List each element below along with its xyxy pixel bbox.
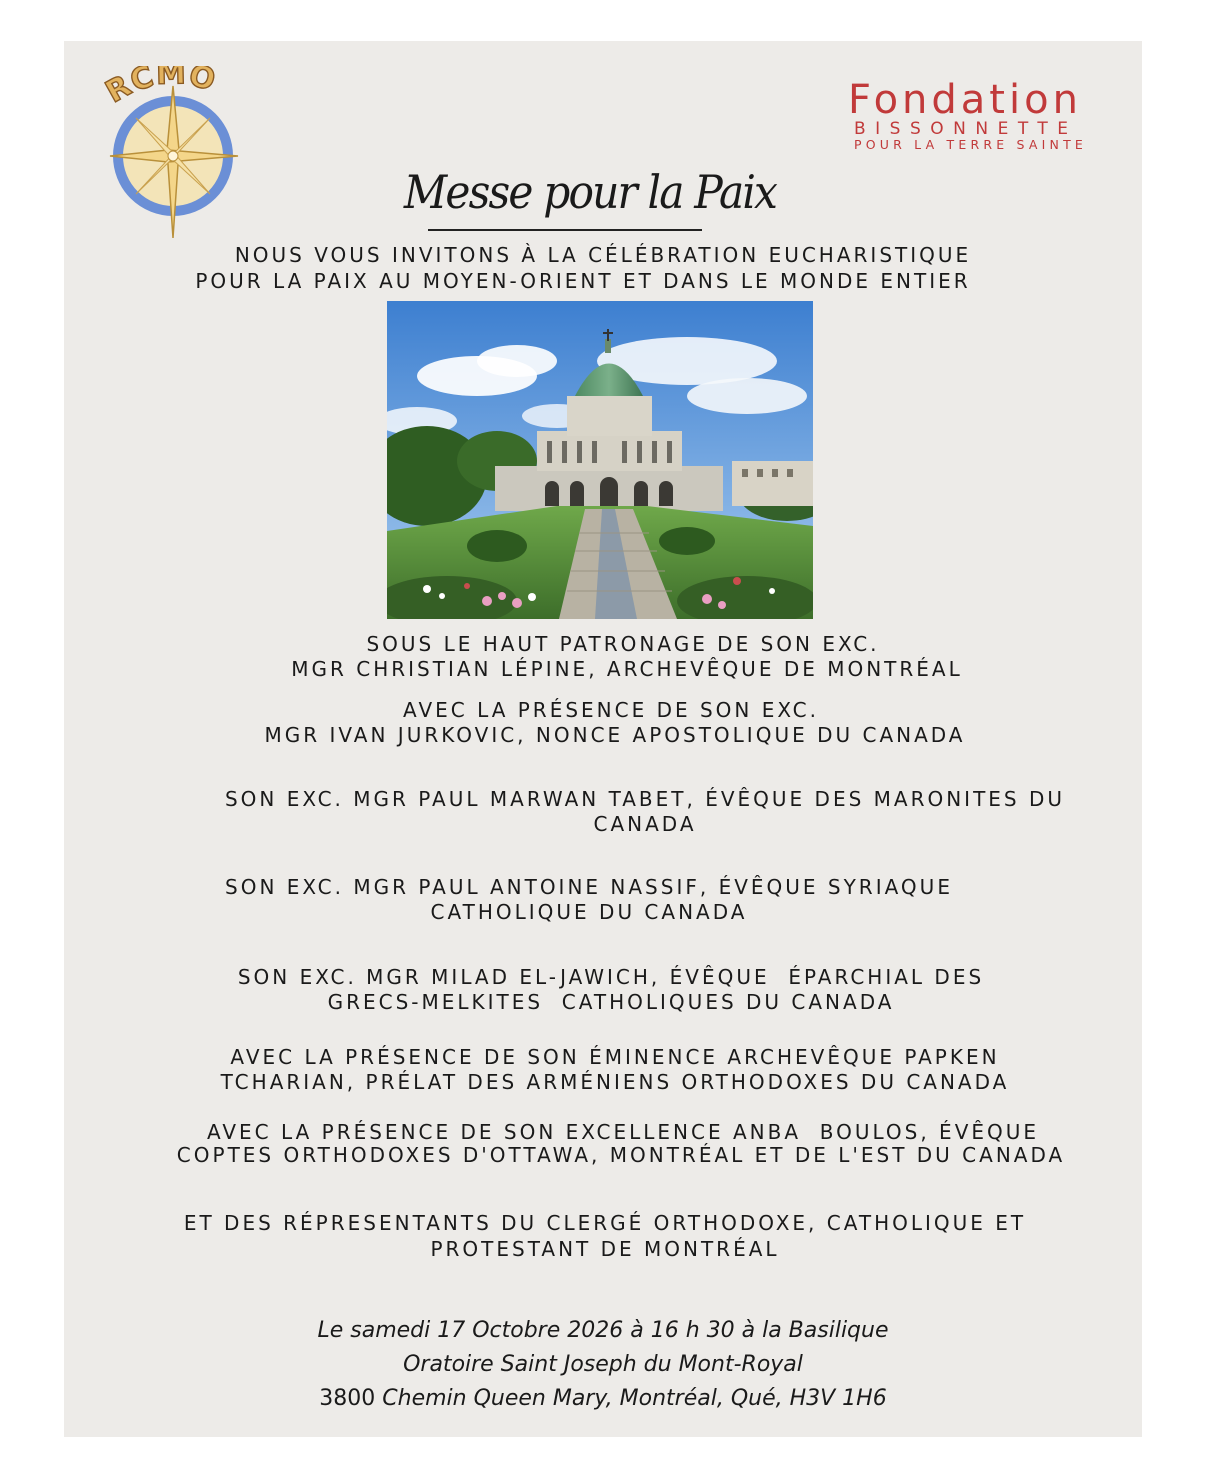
melkite-line-1: SON EXC. MGR MILAD EL-JAWICH, ÉVÊQUE ÉPARCHIAL DES bbox=[237, 965, 985, 989]
clergy-line-2: PROTESTANT DE MONTRÉAL bbox=[430, 1237, 780, 1261]
rcmo-logo-text: RCMO bbox=[99, 66, 221, 111]
melkite-line-2: GRECS-MELKITES CATHOLIQUES DU CANADA bbox=[327, 990, 895, 1014]
patronage-line-2: MGR CHRISTIAN LÉPINE, ARCHEVÊQUE DE MONTRÉAL bbox=[291, 657, 963, 681]
event-address-line bbox=[64, 1382, 1142, 1416]
armenian-line-1: AVEC LA PRÉSENCE DE SON ÉMINENCE ARCHEVÊQUE PAPKEN bbox=[230, 1045, 1000, 1069]
address-number: 3800 bbox=[319, 1386, 376, 1411]
title-underline bbox=[428, 229, 702, 231]
syriac-line-2: CATHOLIQUE DU CANADA bbox=[430, 900, 748, 924]
page-title: Messe pour la Paix bbox=[403, 165, 777, 219]
invitation-line-1: NOUS VOUS INVITONS À LA CÉLÉBRATION EUCHARISTIQUE bbox=[234, 243, 972, 267]
rcmo-logo bbox=[98, 66, 248, 241]
syriac-line-1: SON EXC. MGR PAUL ANTOINE NASSIF, ÉVÊQUE SYRIAQUE bbox=[225, 875, 953, 899]
coptic-line-2: COPTES ORTHODOXES D'OTTAWA, MONTRÉAL ET DE L'EST DU CANADA bbox=[176, 1143, 1066, 1167]
armenian-line-2: TCHARIAN, PRÉLAT DES ARMÉNIENS ORTHODOXES DU CANADA bbox=[220, 1070, 1010, 1094]
fondation-logo-line3: POUR LA TERRE SAINTE bbox=[854, 137, 1088, 152]
fondation-logo-line1: Fondation bbox=[848, 77, 1082, 123]
nonce-line-1: AVEC LA PRÉSENCE DE SON EXC. bbox=[403, 698, 819, 722]
fondation-logo-line2: BISSONNETTE bbox=[854, 119, 1078, 139]
event-details bbox=[64, 1314, 1142, 1416]
coptic-line-1: AVEC LA PRÉSENCE DE SON EXCELLENCE ANBA BOULOS, ÉVÊQUE bbox=[206, 1120, 1040, 1144]
patronage-line-1: SOUS LE HAUT PATRONAGE DE SON EXC. bbox=[366, 632, 880, 656]
basilica-photo bbox=[387, 301, 813, 619]
fondation-bissonnette-logo bbox=[848, 77, 1108, 152]
clergy-line-1: ET DES RÉPRESENTANTS DU CLERGÉ ORTHODOXE, CATHOLIQUE ET bbox=[183, 1211, 1027, 1235]
maronite-line-2: CANADA bbox=[593, 812, 697, 836]
event-date-line: Le samedi 17 Octobre 2026 à 16 h 30 à la Basilique bbox=[317, 1318, 889, 1343]
address-rest: Chemin Queen Mary, Montréal, Qué, H3V 1H6 bbox=[375, 1386, 887, 1411]
invitation-line-2: POUR LA PAIX AU MOYEN-ORIENT ET DANS LE MONDE ENTIER bbox=[195, 269, 971, 293]
maronite-line-1: SON EXC. MGR PAUL MARWAN TABET, ÉVÊQUE DES MARONITES DU bbox=[224, 787, 1066, 811]
nonce-line-2: MGR IVAN JURKOVIC, NONCE APOSTOLIQUE DU CANADA bbox=[264, 723, 966, 747]
event-venue-line: Oratoire Saint Joseph du Mont-Royal bbox=[403, 1352, 803, 1377]
